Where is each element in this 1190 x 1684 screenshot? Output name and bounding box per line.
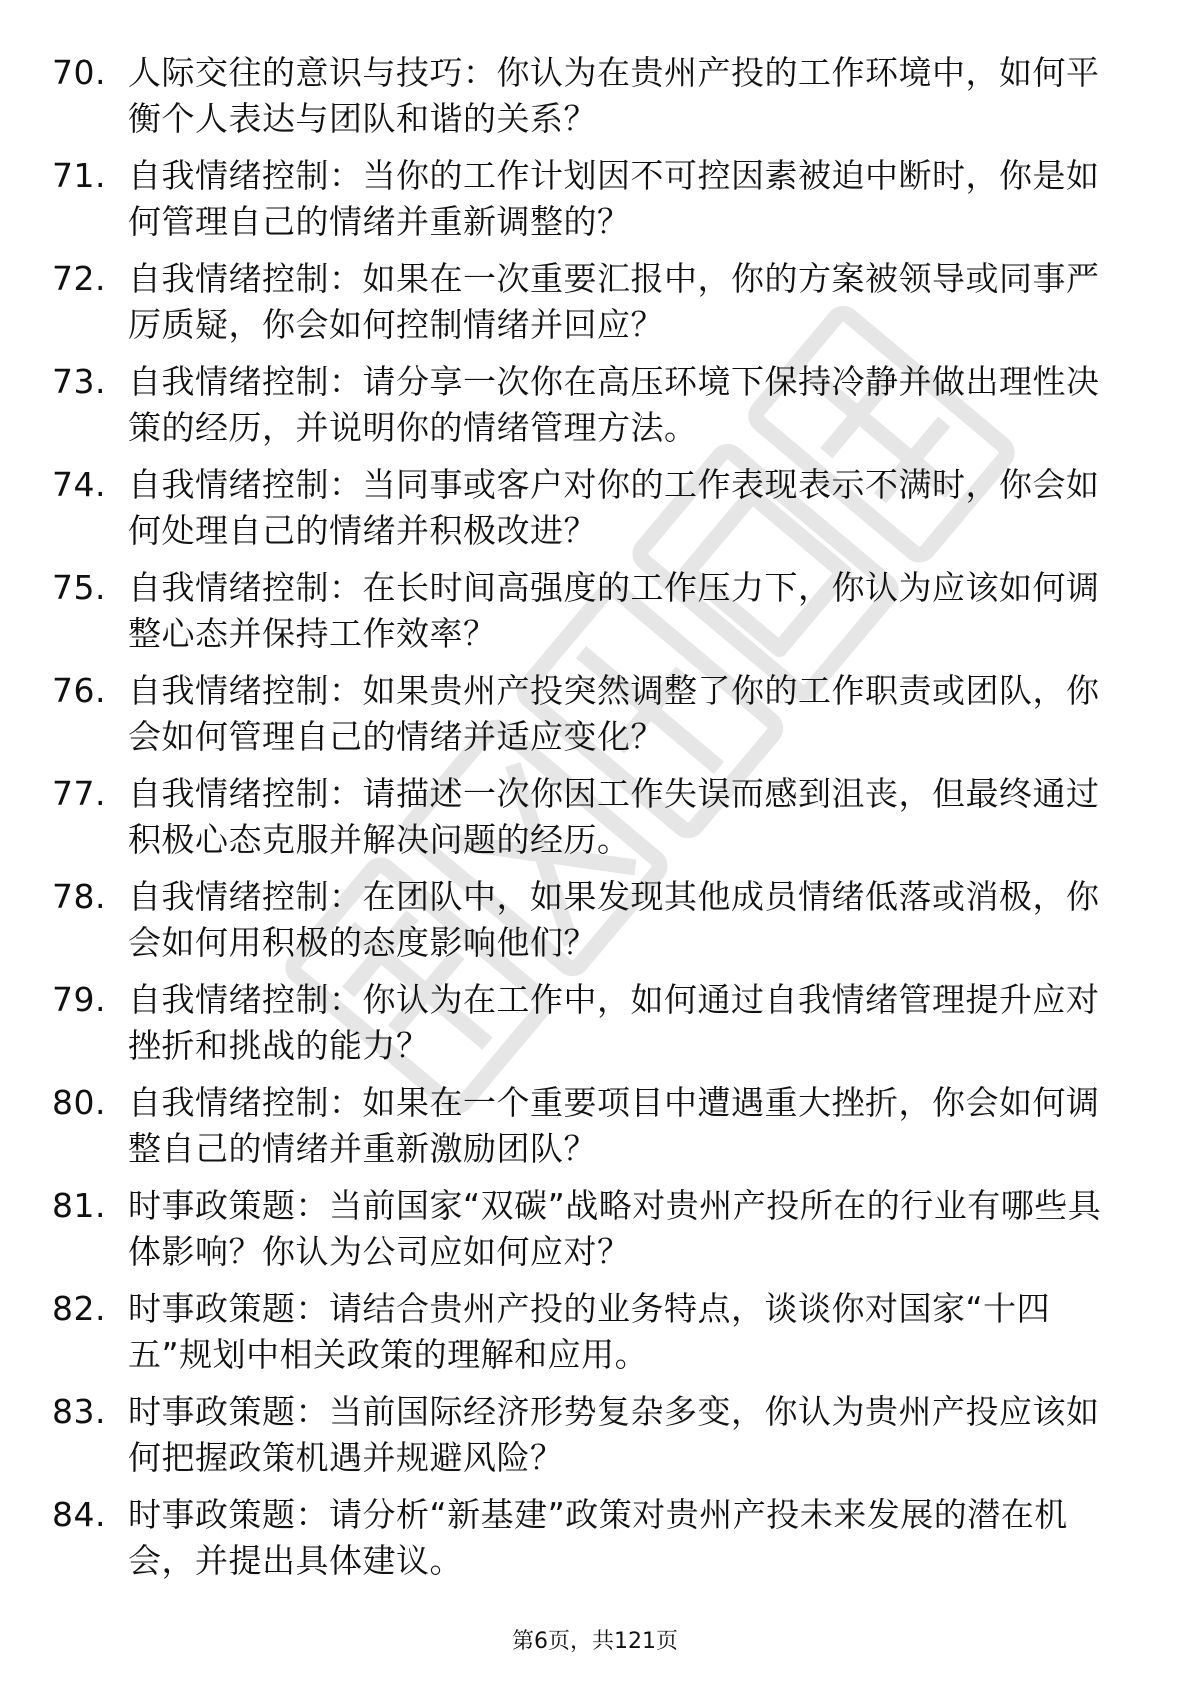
question-text: 时事政策题：请分析“新基建”政策对贵州产投未来发展的潜在机会，并提出具体建议。 (128, 1495, 1068, 1580)
question-text: 自我情绪控制：如果在一个重要项目中遭遇重大挫折，你会如何调整自己的情绪并重新激励团队？ (128, 1083, 1100, 1168)
question-text: 自我情绪控制：在团队中，如果发现其他成员情绪低落或消极，你会如何用积极的态度影响他们？ (128, 877, 1100, 962)
question-number: 74. (52, 465, 106, 504)
question-text: 自我情绪控制：当同事或客户对你的工作表现表示不满时，你会如何处理自己的情绪并积极改进？ (128, 465, 1100, 550)
question-number: 84. (52, 1495, 106, 1534)
question-text: 自我情绪控制：如果在一次重要汇报中，你的方案被领导或同事严厉质疑，你会如何控制情绪并回应？ (128, 259, 1100, 344)
question-number: 82. (52, 1289, 106, 1328)
question-number: 76. (52, 671, 106, 710)
question-number: 79. (52, 980, 106, 1019)
question-number: 75. (52, 568, 106, 607)
question-number: 81. (52, 1186, 106, 1225)
question-item (52, 153, 1112, 256)
question-text: 时事政策题：请结合贵州产投的业务特点，谈谈你对国家“十四五”规划中相关政策的理解和应用。 (128, 1289, 1051, 1374)
question-number: 83. (52, 1392, 106, 1431)
page-footer (0, 1624, 1190, 1655)
question-text: 自我情绪控制：如果贵州产投突然调整了你的工作职责或团队，你会如何管理自己的情绪并适应变化？ (128, 671, 1100, 756)
question-number: 72. (52, 259, 106, 298)
question-item (52, 50, 1112, 153)
question-list (52, 50, 1112, 1595)
question-number: 80. (52, 1083, 106, 1122)
question-item (52, 1492, 1112, 1595)
question-number: 73. (52, 362, 106, 401)
question-item (52, 565, 1112, 668)
question-text: 自我情绪控制：请分享一次你在高压环境下保持冷静并做出理性决策的经历，并说明你的情绪管理方法。 (128, 362, 1100, 447)
question-item (52, 1389, 1112, 1492)
question-item (52, 462, 1112, 565)
question-item (52, 1286, 1112, 1389)
question-text: 时事政策题：当前国家“双碳”战略对贵州产投所在的行业有哪些具体影响？你认为公司应如何应对？ (128, 1186, 1102, 1271)
question-item (52, 771, 1112, 874)
question-number: 71. (52, 156, 106, 195)
question-number: 70. (52, 53, 106, 92)
question-text: 自我情绪控制：当你的工作计划因不可控因素被迫中断时，你是如何管理自己的情绪并重新调整的？ (128, 156, 1100, 241)
question-text: 自我情绪控制：在长时间高强度的工作压力下，你认为应该如何调整心态并保持工作效率？ (128, 568, 1100, 653)
question-item (52, 668, 1112, 771)
page-number-label: 第6页，共121页 (512, 1629, 678, 1654)
question-text: 时事政策题：当前国际经济形势复杂多变，你认为贵州产投应该如何把握政策机遇并规避风险？ (128, 1392, 1100, 1477)
question-item (52, 359, 1112, 462)
question-item (52, 1080, 1112, 1183)
question-number: 78. (52, 877, 106, 916)
question-text: 自我情绪控制：请描述一次你因工作失误而感到沮丧，但最终通过积极心态克服并解决问题的经历。 (128, 774, 1100, 859)
question-number: 77. (52, 774, 106, 813)
question-item (52, 874, 1112, 977)
question-text: 自我情绪控制：你认为在工作中，如何通过自我情绪管理提升应对挫折和挑战的能力？ (128, 980, 1100, 1065)
question-item (52, 256, 1112, 359)
question-item (52, 1183, 1112, 1286)
question-text: 人际交往的意识与技巧：你认为在贵州产投的工作环境中，如何平衡个人表达与团队和谐的关系？ (128, 53, 1100, 138)
question-item (52, 977, 1112, 1080)
